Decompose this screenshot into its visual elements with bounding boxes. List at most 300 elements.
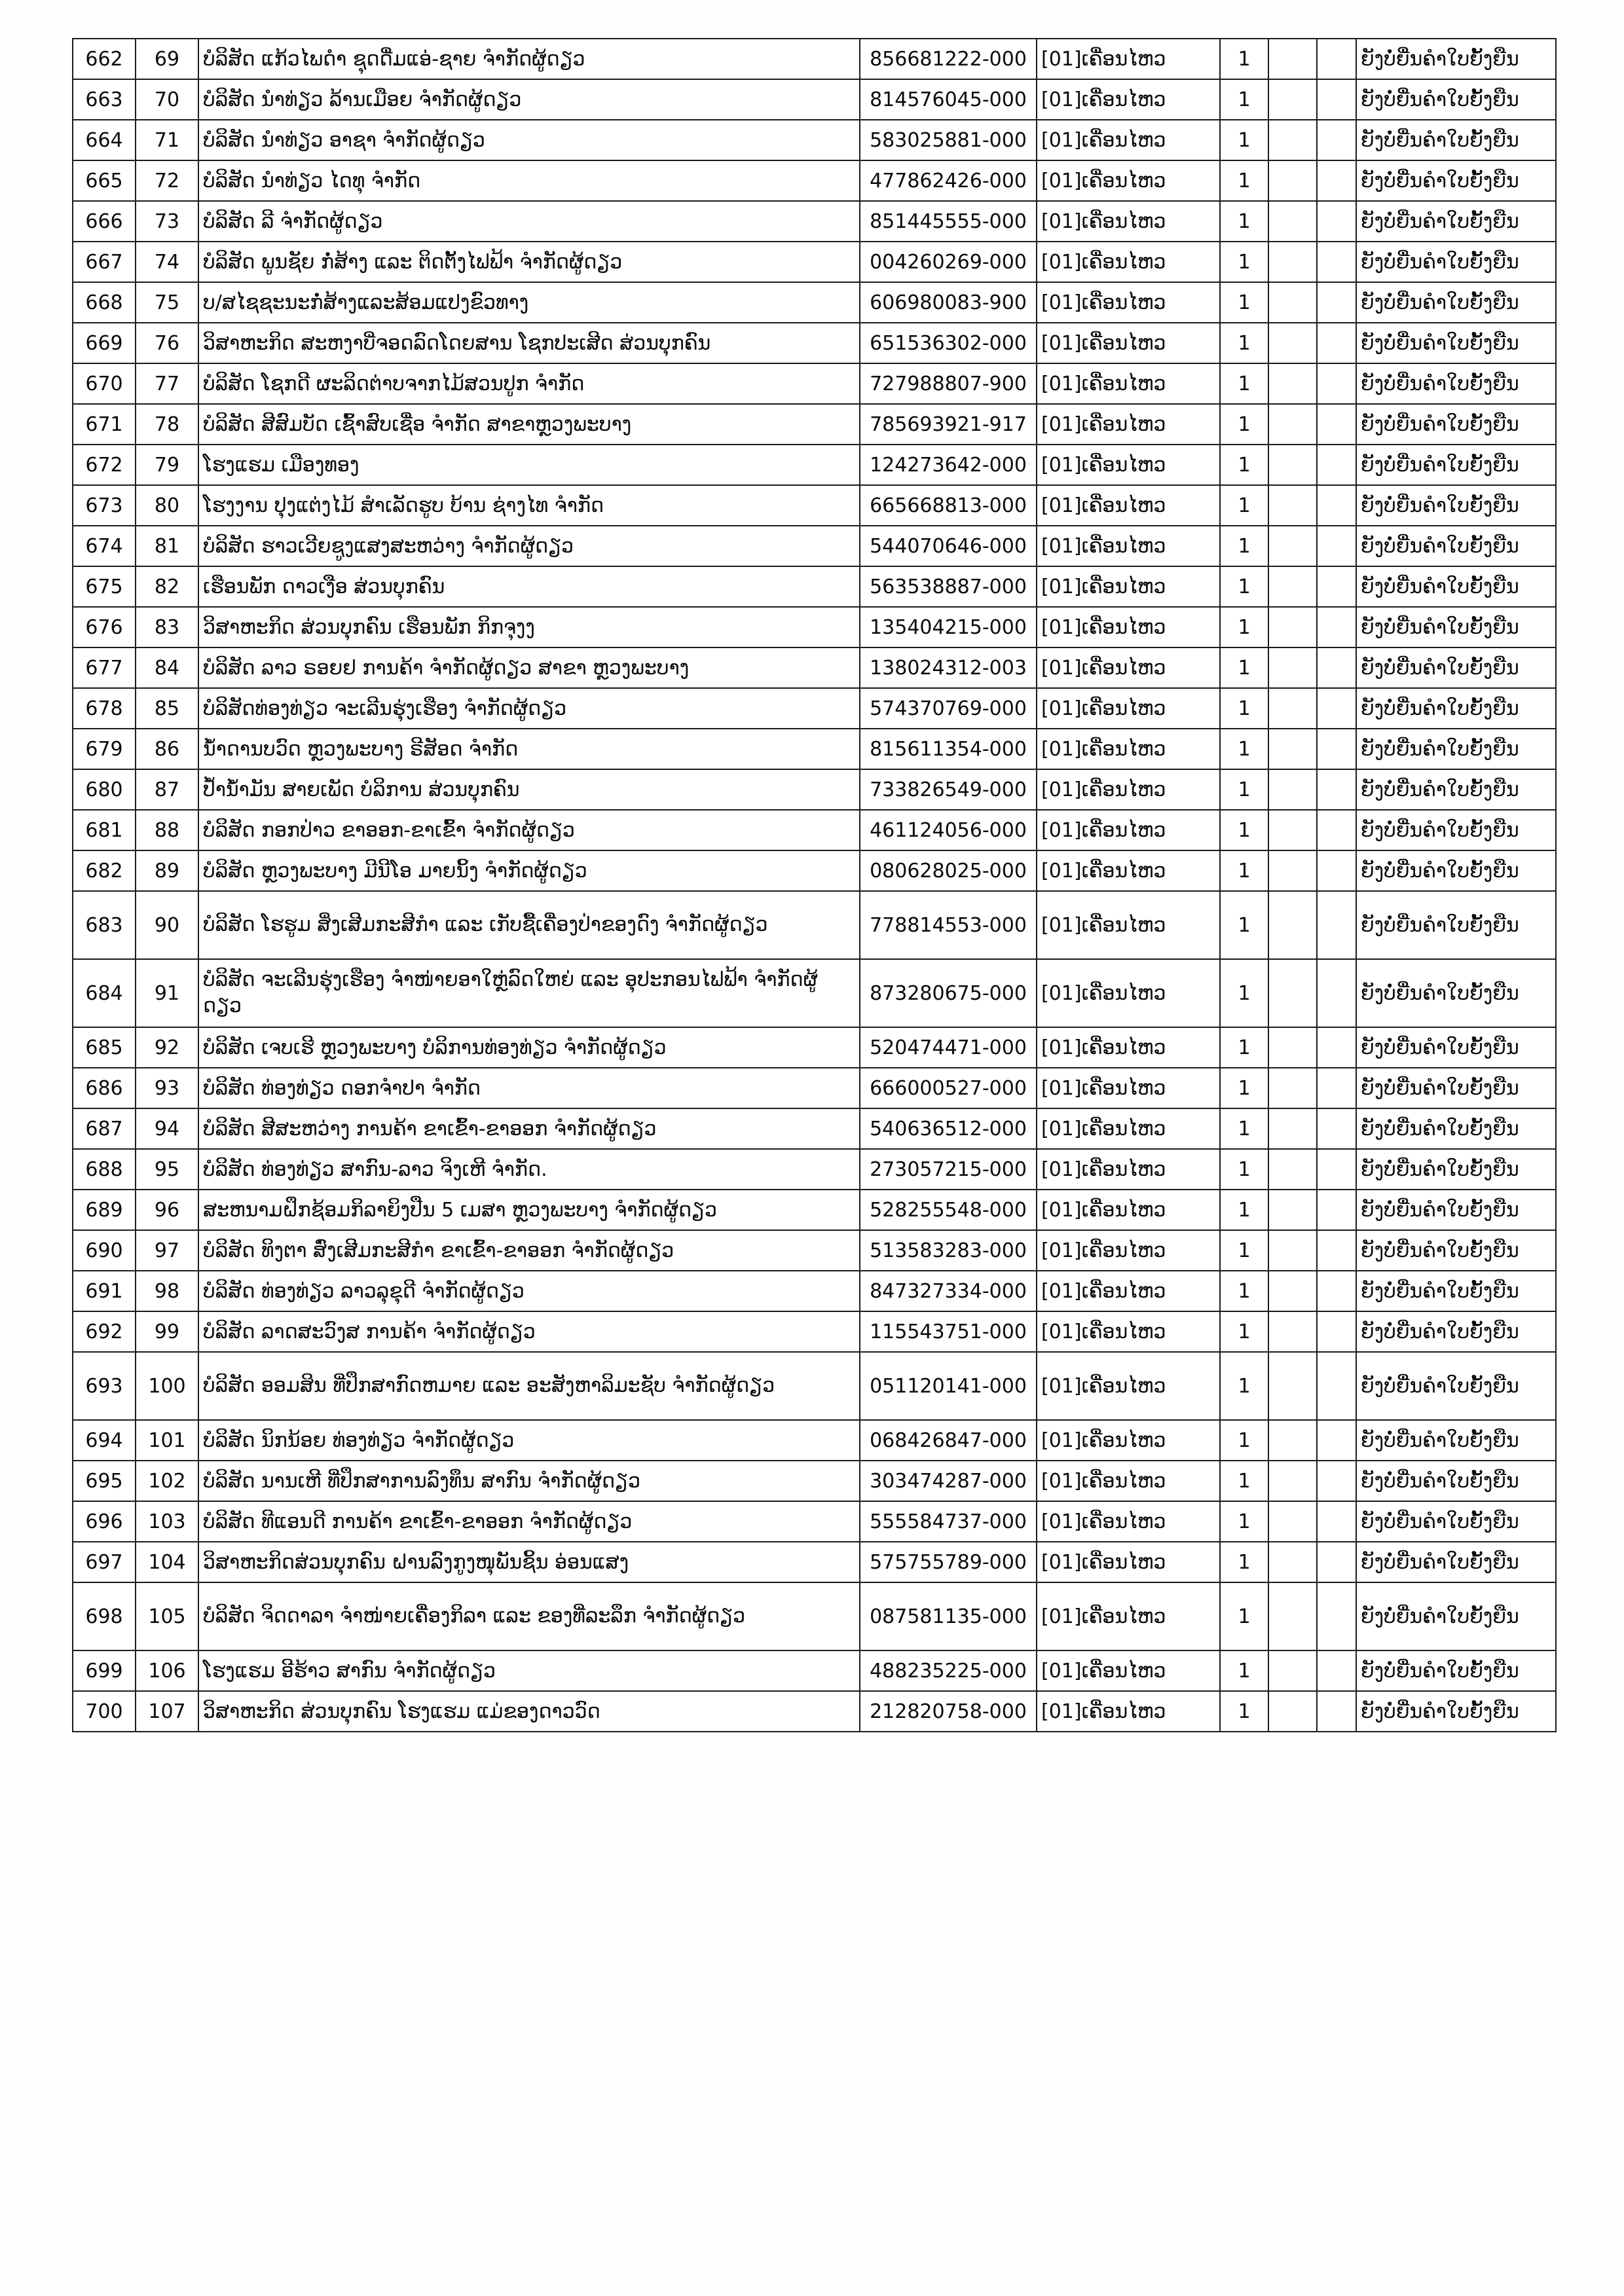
row-blank-one [1268,363,1317,404]
table-row [73,810,1556,850]
row-item-number: 105 [136,1582,198,1650]
table-row [73,323,1556,363]
row-blank-two [1317,1149,1356,1190]
table-row [73,79,1556,120]
table-row [73,201,1556,242]
row-quantity: 1 [1220,1420,1268,1461]
row-blank-one [1268,39,1317,79]
row-submission-status: ຍັງບໍ່ຍື່ນຄຳໃບຍັ້ງຍືນ [1356,160,1556,201]
table-row [73,850,1556,891]
row-blank-two [1317,363,1356,404]
row-blank-one [1268,445,1317,485]
row-blank-two [1317,242,1356,282]
row-blank-one [1268,810,1317,850]
row-submission-status: ຍັງບໍ່ຍື່ນຄຳໃບຍັ້ງຍືນ [1356,1501,1556,1542]
row-blank-one [1268,485,1317,526]
row-submission-status: ຍັງບໍ່ຍື່ນຄຳໃບຍັ້ງຍືນ [1356,282,1556,323]
row-sequence-number: 700 [73,1691,136,1732]
row-status-type: [01]ເຄື່ອນໄຫວ [1037,242,1220,282]
row-quantity: 1 [1220,891,1268,959]
row-blank-two [1317,282,1356,323]
registry-table-body [73,39,1556,1732]
row-blank-one [1268,1691,1317,1732]
row-sequence-number: 691 [73,1271,136,1311]
row-status-type: [01]ເຄື່ອນໄຫວ [1037,39,1220,79]
row-blank-two [1317,1271,1356,1311]
row-entity-name: ບໍລິສັດ ທິງຕາ ສົ່ງເສີມກະສີກຳ ຂາເຂົ້າ-ຂາອອກ ຈຳກັດຜູ້ດຽວ [198,1230,860,1271]
table-row [73,485,1556,526]
row-blank-two [1317,445,1356,485]
row-sequence-number: 694 [73,1420,136,1461]
row-item-number: 101 [136,1420,198,1461]
row-blank-one [1268,1582,1317,1650]
table-row [73,566,1556,607]
table-row [73,363,1556,404]
row-registration-code: 477862426-000 [860,160,1037,201]
row-registration-code: 488235225-000 [860,1650,1037,1691]
row-quantity: 1 [1220,445,1268,485]
row-registration-code: 555584737-000 [860,1501,1037,1542]
row-blank-one [1268,1420,1317,1461]
row-entity-name: ວິສາຫະກິດ ສ່ວນບຸກຄົນ ໂຮງແຮມ ແມ່ຂອງດາວວົດ [198,1691,860,1732]
row-sequence-number: 666 [73,201,136,242]
row-registration-code: 873280675-000 [860,959,1037,1027]
row-status-type: [01]ເຄື່ອນໄຫວ [1037,1582,1220,1650]
row-registration-code: 814576045-000 [860,79,1037,120]
row-entity-name: ປ້ຳນ້ຳມັນ ສາຍເພັດ ບໍລິການ ສ່ວນບຸກຄົນ [198,769,860,810]
row-item-number: 82 [136,566,198,607]
row-status-type: [01]ເຄື່ອນໄຫວ [1037,647,1220,688]
row-registration-code: 273057215-000 [860,1149,1037,1190]
row-quantity: 1 [1220,160,1268,201]
row-blank-two [1317,1691,1356,1732]
row-blank-two [1317,1190,1356,1230]
row-status-type: [01]ເຄື່ອນໄຫວ [1037,607,1220,647]
row-blank-one [1268,282,1317,323]
row-registration-code: 051120141-000 [860,1352,1037,1420]
row-registration-code: 851445555-000 [860,201,1037,242]
row-blank-one [1268,1068,1317,1108]
row-blank-one [1268,1149,1317,1190]
row-registration-code: 847327334-000 [860,1271,1037,1311]
row-status-type: [01]ເຄື່ອນໄຫວ [1037,566,1220,607]
row-blank-two [1317,120,1356,160]
row-quantity: 1 [1220,647,1268,688]
row-quantity: 1 [1220,1461,1268,1501]
table-row [73,39,1556,79]
row-registration-code: 087581135-000 [860,1582,1037,1650]
row-item-number: 89 [136,850,198,891]
row-submission-status: ຍັງບໍ່ຍື່ນຄຳໃບຍັ້ງຍືນ [1356,39,1556,79]
row-blank-one [1268,647,1317,688]
table-row [73,445,1556,485]
table-row [73,1190,1556,1230]
row-submission-status: ຍັງບໍ່ຍື່ນຄຳໃບຍັ້ງຍືນ [1356,959,1556,1027]
row-quantity: 1 [1220,1149,1268,1190]
row-submission-status: ຍັງບໍ່ຍື່ນຄຳໃບຍັ້ງຍືນ [1356,607,1556,647]
row-submission-status: ຍັງບໍ່ຍື່ນຄຳໃບຍັ້ງຍືນ [1356,1190,1556,1230]
row-registration-code: 575755789-000 [860,1542,1037,1582]
row-registration-code: 778814553-000 [860,891,1037,959]
table-row [73,769,1556,810]
row-status-type: [01]ເຄື່ອນໄຫວ [1037,1190,1220,1230]
row-submission-status: ຍັງບໍ່ຍື່ນຄຳໃບຍັ້ງຍືນ [1356,1311,1556,1352]
row-submission-status: ຍັງບໍ່ຍື່ນຄຳໃບຍັ້ງຍືນ [1356,404,1556,445]
row-item-number: 73 [136,201,198,242]
row-blank-one [1268,120,1317,160]
row-entity-name: ບໍລິສັດ ນຳທ່ຽວ ລ້ານເມືອຍ ຈຳກັດຜູ້ດຽວ [198,79,860,120]
row-blank-two [1317,79,1356,120]
row-blank-two [1317,1501,1356,1542]
row-quantity: 1 [1220,282,1268,323]
row-status-type: [01]ເຄື່ອນໄຫວ [1037,891,1220,959]
row-entity-name: ບໍລິສັດ ທີແອນດີ ການຄ້າ ຂາເຂົ້າ-ຂາອອກ ຈຳກັດຜູ້ດຽວ [198,1501,860,1542]
row-blank-one [1268,1501,1317,1542]
row-blank-two [1317,485,1356,526]
row-item-number: 84 [136,647,198,688]
table-row [73,1691,1556,1732]
row-registration-code: 583025881-000 [860,120,1037,160]
row-entity-name: ວິສາຫະກິດ ສ່ວນບຸກຄົນ ເຮືອນພັກ ກິກຈຸງງ [198,607,860,647]
row-sequence-number: 687 [73,1108,136,1149]
row-status-type: [01]ເຄື່ອນໄຫວ [1037,810,1220,850]
row-quantity: 1 [1220,810,1268,850]
row-sequence-number: 693 [73,1352,136,1420]
row-registration-code: 212820758-000 [860,1691,1037,1732]
row-quantity: 1 [1220,1190,1268,1230]
row-submission-status: ຍັງບໍ່ຍື່ນຄຳໃບຍັ້ງຍືນ [1356,1271,1556,1311]
row-status-type: [01]ເຄື່ອນໄຫວ [1037,323,1220,363]
row-item-number: 70 [136,79,198,120]
row-registration-code: 665668813-000 [860,485,1037,526]
row-blank-one [1268,404,1317,445]
row-submission-status: ຍັງບໍ່ຍື່ນຄຳໃບຍັ້ງຍືນ [1356,850,1556,891]
row-submission-status: ຍັງບໍ່ຍື່ນຄຳໃບຍັ້ງຍືນ [1356,1691,1556,1732]
row-entity-name: ໂຮງແຮມ ອີຮ້າວ ສາກົນ ຈຳກັດຜູ້ດຽວ [198,1650,860,1691]
row-blank-one [1268,1190,1317,1230]
table-row [73,1420,1556,1461]
row-item-number: 97 [136,1230,198,1271]
registry-table [72,38,1557,1732]
row-sequence-number: 669 [73,323,136,363]
row-sequence-number: 675 [73,566,136,607]
table-row [73,120,1556,160]
row-submission-status: ຍັງບໍ່ຍື່ນຄຳໃບຍັ້ງຍືນ [1356,1650,1556,1691]
row-blank-one [1268,1230,1317,1271]
row-item-number: 83 [136,607,198,647]
row-item-number: 92 [136,1027,198,1068]
table-row [73,282,1556,323]
row-quantity: 1 [1220,566,1268,607]
row-registration-code: 606980083-900 [860,282,1037,323]
row-submission-status: ຍັງບໍ່ຍື່ນຄຳໃບຍັ້ງຍືນ [1356,79,1556,120]
row-item-number: 99 [136,1311,198,1352]
row-status-type: [01]ເຄື່ອນໄຫວ [1037,688,1220,729]
row-registration-code: 540636512-000 [860,1108,1037,1149]
row-blank-one [1268,1352,1317,1420]
row-quantity: 1 [1220,850,1268,891]
table-row [73,242,1556,282]
row-status-type: [01]ເຄື່ອນໄຫວ [1037,1501,1220,1542]
row-status-type: [01]ເຄື່ອນໄຫວ [1037,1691,1220,1732]
row-submission-status: ຍັງບໍ່ຍື່ນຄຳໃບຍັ້ງຍືນ [1356,363,1556,404]
row-submission-status: ຍັງບໍ່ຍື່ນຄຳໃບຍັ້ງຍືນ [1356,1461,1556,1501]
row-entity-name: ບໍລິສັດ ນຳທ່ຽວ ໄດທຸ ຈຳກັດ [198,160,860,201]
row-blank-two [1317,769,1356,810]
row-quantity: 1 [1220,607,1268,647]
row-submission-status: ຍັງບໍ່ຍື່ນຄຳໃບຍັ້ງຍືນ [1356,242,1556,282]
row-status-type: [01]ເຄື່ອນໄຫວ [1037,363,1220,404]
row-sequence-number: 668 [73,282,136,323]
table-row [73,607,1556,647]
row-registration-code: 563538887-000 [860,566,1037,607]
row-submission-status: ຍັງບໍ່ຍື່ນຄຳໃບຍັ້ງຍືນ [1356,891,1556,959]
row-item-number: 91 [136,959,198,1027]
row-blank-two [1317,959,1356,1027]
row-status-type: [01]ເຄື່ອນໄຫວ [1037,1461,1220,1501]
row-sequence-number: 695 [73,1461,136,1501]
row-blank-two [1317,404,1356,445]
table-row [73,959,1556,1027]
row-entity-name: ບໍລິສັດ ກອກປ່າວ ຂາອອກ-ຂາເຂົ້າ ຈຳກັດຜູ້ດຽວ [198,810,860,850]
row-sequence-number: 679 [73,729,136,769]
row-entity-name: ບໍລິສັດ ທ່ອງທ່ຽວ ລາວລຸຂຸດີ ຈຳກັດຜູ້ດຽວ [198,1271,860,1311]
row-submission-status: ຍັງບໍ່ຍື່ນຄຳໃບຍັ້ງຍືນ [1356,647,1556,688]
table-row [73,1582,1556,1650]
row-blank-one [1268,526,1317,566]
row-quantity: 1 [1220,526,1268,566]
row-submission-status: ຍັງບໍ່ຍື່ນຄຳໃບຍັ້ງຍືນ [1356,566,1556,607]
row-entity-name: ບໍລິສັດ ທ່ອງທ່ຽວ ດອກຈຳປາ ຈຳກັດ [198,1068,860,1108]
row-entity-name: ບໍລິສັດທ່ອງທ່ຽວ ຈະເລີນຮຸ່ງເຮືອງ ຈຳກັດຜູ້ດຽວ [198,688,860,729]
row-submission-status: ຍັງບໍ່ຍື່ນຄຳໃບຍັ້ງຍືນ [1356,1108,1556,1149]
row-entity-name: ບ/ສໄຊຊະນະກໍ່ສ້າງແລະສ້ອມແປງຂົວທາງ [198,282,860,323]
row-blank-one [1268,1271,1317,1311]
table-row [73,160,1556,201]
row-submission-status: ຍັງບໍ່ຍື່ນຄຳໃບຍັ້ງຍືນ [1356,729,1556,769]
row-blank-one [1268,729,1317,769]
row-blank-two [1317,1230,1356,1271]
row-registration-code: 815611354-000 [860,729,1037,769]
row-item-number: 69 [136,39,198,79]
row-registration-code: 520474471-000 [860,1027,1037,1068]
table-row [73,647,1556,688]
row-item-number: 75 [136,282,198,323]
row-entity-name: ບໍລິສັດ ເຈບເຮີ ຫຼວງພະບາງ ບໍລິການທ່ອງທ່ຽວ ຈຳກັດຜູ້ດຽວ [198,1027,860,1068]
row-sequence-number: 674 [73,526,136,566]
row-sequence-number: 663 [73,79,136,120]
row-item-number: 87 [136,769,198,810]
row-blank-one [1268,769,1317,810]
row-blank-two [1317,1068,1356,1108]
row-status-type: [01]ເຄື່ອນໄຫວ [1037,850,1220,891]
row-quantity: 1 [1220,363,1268,404]
row-quantity: 1 [1220,404,1268,445]
row-item-number: 100 [136,1352,198,1420]
row-status-type: [01]ເຄື່ອນໄຫວ [1037,1027,1220,1068]
row-registration-code: 303474287-000 [860,1461,1037,1501]
row-status-type: [01]ເຄື່ອນໄຫວ [1037,1108,1220,1149]
row-quantity: 1 [1220,120,1268,160]
row-entity-name: ບໍລິສັດ ລີ ຈຳກັດຜູ້ດຽວ [198,201,860,242]
row-item-number: 80 [136,485,198,526]
row-status-type: [01]ເຄື່ອນໄຫວ [1037,959,1220,1027]
table-row [73,1230,1556,1271]
row-blank-one [1268,607,1317,647]
row-item-number: 74 [136,242,198,282]
row-registration-code: 068426847-000 [860,1420,1037,1461]
table-row [73,729,1556,769]
row-item-number: 79 [136,445,198,485]
row-quantity: 1 [1220,1230,1268,1271]
row-status-type: [01]ເຄື່ອນໄຫວ [1037,769,1220,810]
row-item-number: 106 [136,1650,198,1691]
row-sequence-number: 696 [73,1501,136,1542]
row-sequence-number: 667 [73,242,136,282]
row-registration-code: 115543751-000 [860,1311,1037,1352]
row-item-number: 71 [136,120,198,160]
table-row [73,1352,1556,1420]
row-sequence-number: 686 [73,1068,136,1108]
table-row [73,891,1556,959]
row-blank-two [1317,810,1356,850]
row-submission-status: ຍັງບໍ່ຍື່ນຄຳໃບຍັ້ງຍືນ [1356,1582,1556,1650]
row-item-number: 103 [136,1501,198,1542]
row-quantity: 1 [1220,1501,1268,1542]
row-status-type: [01]ເຄື່ອນໄຫວ [1037,160,1220,201]
row-blank-two [1317,1542,1356,1582]
row-submission-status: ຍັງບໍ່ຍື່ນຄຳໃບຍັ້ງຍືນ [1356,1230,1556,1271]
row-status-type: [01]ເຄື່ອນໄຫວ [1037,729,1220,769]
row-sequence-number: 683 [73,891,136,959]
row-quantity: 1 [1220,729,1268,769]
row-blank-two [1317,1108,1356,1149]
row-submission-status: ຍັງບໍ່ຍື່ນຄຳໃບຍັ້ງຍືນ [1356,485,1556,526]
table-row [73,1108,1556,1149]
row-blank-two [1317,526,1356,566]
row-blank-two [1317,1650,1356,1691]
row-sequence-number: 681 [73,810,136,850]
row-entity-name: ບໍລິສັດ ລາວ ຣອຍຢ ການຄ້າ ຈຳກັດຜູ້ດຽວ ສາຂາ ຫຼວງພະບາງ [198,647,860,688]
row-item-number: 98 [136,1271,198,1311]
row-quantity: 1 [1220,1311,1268,1352]
row-quantity: 1 [1220,242,1268,282]
row-sequence-number: 699 [73,1650,136,1691]
row-blank-one [1268,1108,1317,1149]
row-sequence-number: 665 [73,160,136,201]
row-blank-two [1317,566,1356,607]
row-quantity: 1 [1220,959,1268,1027]
row-item-number: 104 [136,1542,198,1582]
row-status-type: [01]ເຄື່ອນໄຫວ [1037,445,1220,485]
row-entity-name: ບໍລິສັດ ພູນຊັຍ ກໍ່ສ້າງ ແລະ ຕິດຕັ້ງໄຟຟ້າ ຈຳກັດຜູ້ດຽວ [198,242,860,282]
row-sequence-number: 673 [73,485,136,526]
table-row [73,404,1556,445]
row-entity-name: ບໍລິສັດ ນານເຫີ ທີ່ປຶກສາການລົງທຶນ ສາກົນ ຈຳກັດຜູ້ດຽວ [198,1461,860,1501]
table-row [73,688,1556,729]
row-blank-one [1268,1461,1317,1501]
row-submission-status: ຍັງບໍ່ຍື່ນຄຳໃບຍັ້ງຍືນ [1356,1149,1556,1190]
row-registration-code: 651536302-000 [860,323,1037,363]
row-registration-code: 856681222-000 [860,39,1037,79]
row-submission-status: ຍັງບໍ່ຍື່ນຄຳໃບຍັ້ງຍືນ [1356,1027,1556,1068]
row-sequence-number: 698 [73,1582,136,1650]
row-blank-one [1268,323,1317,363]
row-sequence-number: 684 [73,959,136,1027]
row-submission-status: ຍັງບໍ່ຍື່ນຄຳໃບຍັ້ງຍືນ [1356,1068,1556,1108]
row-entity-name: ບໍລິສັດ ຈິດດາລາ ຈຳໜ່າຍເຄື່ອງກິລາ ແລະ ຂອງທີ່ລະລຶກ ຈຳກັດຜູ້ດຽວ [198,1582,860,1650]
row-status-type: [01]ເຄື່ອນໄຫວ [1037,1650,1220,1691]
row-item-number: 95 [136,1149,198,1190]
row-sequence-number: 672 [73,445,136,485]
table-row [73,526,1556,566]
row-sequence-number: 680 [73,769,136,810]
row-status-type: [01]ເຄື່ອນໄຫວ [1037,120,1220,160]
row-quantity: 1 [1220,1582,1268,1650]
row-quantity: 1 [1220,1542,1268,1582]
row-quantity: 1 [1220,39,1268,79]
row-item-number: 102 [136,1461,198,1501]
row-quantity: 1 [1220,1108,1268,1149]
row-blank-one [1268,850,1317,891]
row-blank-one [1268,1027,1317,1068]
row-sequence-number: 670 [73,363,136,404]
row-status-type: [01]ເຄື່ອນໄຫວ [1037,1352,1220,1420]
row-item-number: 77 [136,363,198,404]
row-blank-two [1317,607,1356,647]
row-sequence-number: 688 [73,1149,136,1190]
row-entity-name: ບໍລິສັດ ຈະເລີນຮຸ່ງເຮືອງ ຈຳໜ່າຍອາໃຫຼ່ລົດໃຫຍ່ ແລະ ອຸປະກອນໄຟຟ້າ ຈຳກັດຜູ້ດຽວ [198,959,860,1027]
row-blank-two [1317,1420,1356,1461]
row-blank-one [1268,688,1317,729]
row-sequence-number: 662 [73,39,136,79]
row-entity-name: ບໍລິສັດ ຫຼວງພະບາງ ມີນີໂອ ມາຍນິ້ງ ຈຳກັດຜູ້ດຽວ [198,850,860,891]
row-blank-two [1317,1582,1356,1650]
row-registration-code: 124273642-000 [860,445,1037,485]
row-entity-name: ບໍລິສັດ ຮາວເວີຍຊູງແສງສະຫວ່າງ ຈຳກັດຜູ້ດຽວ [198,526,860,566]
row-status-type: [01]ເຄື່ອນໄຫວ [1037,526,1220,566]
row-item-number: 76 [136,323,198,363]
row-submission-status: ຍັງບໍ່ຍື່ນຄຳໃບຍັ້ງຍືນ [1356,445,1556,485]
row-sequence-number: 685 [73,1027,136,1068]
row-quantity: 1 [1220,1068,1268,1108]
row-sequence-number: 671 [73,404,136,445]
row-blank-two [1317,1352,1356,1420]
row-entity-name: ບໍລິສັດ ແກ້ວໄພດຳ ຊຸດດື່ມແອ່-ຊາຍ ຈຳກັດຜູ້ດຽວ [198,39,860,79]
row-status-type: [01]ເຄື່ອນໄຫວ [1037,201,1220,242]
row-registration-code: 528255548-000 [860,1190,1037,1230]
row-blank-two [1317,850,1356,891]
row-status-type: [01]ເຄື່ອນໄຫວ [1037,1420,1220,1461]
row-submission-status: ຍັງບໍ່ຍື່ນຄຳໃບຍັ້ງຍືນ [1356,120,1556,160]
table-row [73,1542,1556,1582]
row-registration-code: 138024312-003 [860,647,1037,688]
row-blank-two [1317,688,1356,729]
row-quantity: 1 [1220,1691,1268,1732]
row-registration-code: 785693921-917 [860,404,1037,445]
row-blank-one [1268,1311,1317,1352]
row-blank-one [1268,79,1317,120]
row-item-number: 90 [136,891,198,959]
row-blank-one [1268,959,1317,1027]
row-registration-code: 733826549-000 [860,769,1037,810]
row-registration-code: 080628025-000 [860,850,1037,891]
row-status-type: [01]ເຄື່ອນໄຫວ [1037,485,1220,526]
row-item-number: 107 [136,1691,198,1732]
row-entity-name: ບໍລິສັດ ສີສະຫວ່າງ ການຄ້າ ຂາເຂົ້າ-ຂາອອກ ຈຳກັດຜູ້ດຽວ [198,1108,860,1149]
row-entity-name: ບໍລິສັດ ນິກນ້ອຍ ທ່ອງທ່ຽວ ຈຳກັດຜູ້ດຽວ [198,1420,860,1461]
table-row [73,1501,1556,1542]
